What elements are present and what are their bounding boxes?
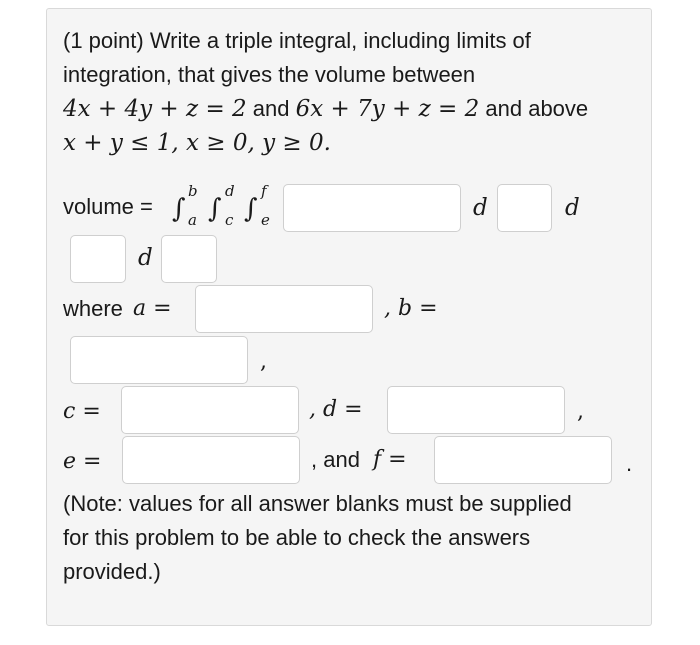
integral-sign-1: ∫ (172, 194, 186, 224)
a-label: a = (133, 296, 172, 321)
note-line-2: for this problem to be able to check the answers (63, 525, 531, 550)
integral-sign-3: ∫ (244, 194, 258, 224)
differential-d-3: d (138, 245, 153, 271)
plane-equation-1: 4x + 4y + z = 2 (63, 96, 247, 122)
a-input[interactable] (195, 285, 373, 333)
problem-text-line-2: integration, that gives the volume between (63, 62, 476, 87)
comma-after-b: , (260, 349, 267, 374)
integral-sign-2: ∫ (208, 194, 222, 224)
differential-d-2: d (565, 195, 580, 221)
differential-d-1: d (473, 195, 488, 221)
b-label: , b = (384, 296, 438, 321)
above-word: and above (479, 96, 589, 121)
volume-label: volume = (63, 194, 153, 219)
upper-limit-b: b (188, 182, 198, 200)
c-input[interactable] (121, 386, 299, 434)
final-period: . (626, 451, 633, 476)
variable-3-input[interactable] (161, 235, 217, 283)
and-label: , and (311, 447, 360, 472)
problem-text-line-1: (1 point) Write a triple integral, including limits of (63, 28, 531, 53)
variable-1-input[interactable] (497, 184, 552, 232)
upper-limit-d: d (225, 182, 235, 200)
where-label: where (63, 296, 123, 321)
f-label: f = (373, 447, 407, 472)
c-label: c = (63, 399, 101, 424)
and-word: and (246, 96, 296, 121)
e-label: e = (63, 449, 102, 474)
f-input[interactable] (434, 436, 612, 484)
plane-equation-2: 6x + 7y + z = 2 (295, 96, 480, 122)
lower-limit-c: c (225, 211, 234, 229)
upper-limit-f: f (261, 182, 267, 200)
e-input[interactable] (122, 436, 300, 484)
problem-text-line-3 (63, 94, 588, 124)
note-line-1: (Note: values for all answer blanks must be supplied (63, 491, 572, 516)
note-line-3: provided.) (63, 559, 161, 584)
variable-2-input[interactable] (70, 235, 126, 283)
integrand-input[interactable] (283, 184, 461, 232)
d-input[interactable] (387, 386, 565, 434)
lower-limit-a: a (188, 211, 197, 229)
region-condition: x + y ≤ 1, x ≥ 0, y ≥ 0. (63, 130, 331, 156)
lower-limit-e: e (261, 211, 270, 229)
comma-after-d: , (577, 399, 584, 424)
d-label: , d = (309, 397, 363, 422)
b-input[interactable] (70, 336, 248, 384)
problem-card (46, 8, 652, 626)
